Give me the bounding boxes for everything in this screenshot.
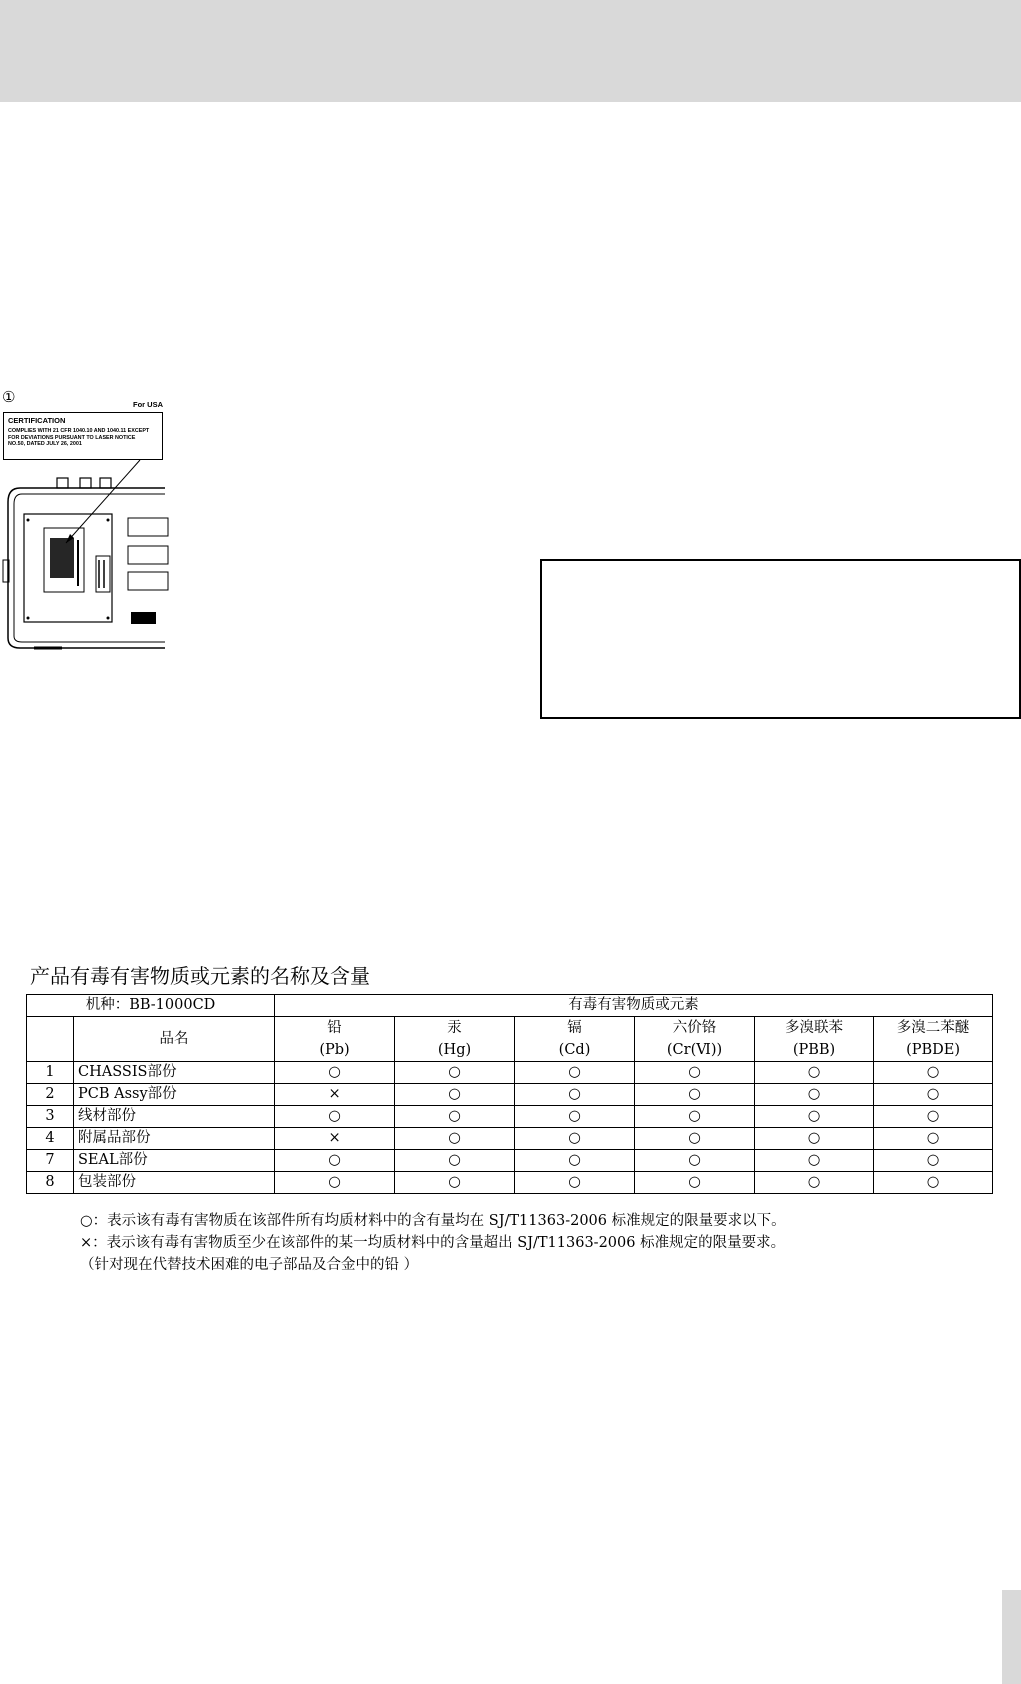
substance-symbol: (Pb) [319,1042,350,1058]
mark-cell: × [275,1128,395,1150]
mark-cell: ○ [395,1128,515,1150]
substance-header [635,1017,755,1062]
mark-cell: ○ [635,1172,755,1194]
row-number: 8 [27,1172,74,1194]
mark-cell: ○ [755,1150,874,1172]
mark-cell: ○ [635,1106,755,1128]
substance-header [515,1017,635,1062]
mark-cell: ○ [275,1106,395,1128]
part-name: PCB Assy部份 [74,1084,275,1106]
substance-header [395,1017,515,1062]
mark-cell: ○ [515,1128,635,1150]
part-name: 线材部份 [74,1106,275,1128]
substance-header [874,1017,993,1062]
mark-cell: ○ [755,1172,874,1194]
page-tab [1002,1590,1021,1684]
mark-cell: ○ [515,1084,635,1106]
mark-cell: ○ [874,1128,993,1150]
mark-cell: ○ [395,1084,515,1106]
substance-name: 铅 [327,1020,342,1036]
substance-symbol: (PBDE) [906,1042,961,1058]
mark-cell: ○ [755,1084,874,1106]
mark-cell: ○ [755,1106,874,1128]
mark-cell: ○ [275,1150,395,1172]
group-header: 有毒有害物质或元素 [275,995,993,1017]
mark-cell: ○ [395,1150,515,1172]
mark-cell: × [275,1084,395,1106]
blank-cell [27,1017,74,1062]
header-band [0,0,1021,102]
mark-cell: ○ [874,1172,993,1194]
table-row [27,1084,993,1106]
row-number: 3 [27,1106,74,1128]
figure-marker: ① [2,388,16,406]
mark-cell: ○ [874,1106,993,1128]
row-number: 2 [27,1084,74,1106]
mark-cell: ○ [515,1062,635,1084]
mark-cell: ○ [874,1084,993,1106]
certification-title: CERTIFICATION [8,416,66,425]
mark-cell: ○ [515,1172,635,1194]
rohs-title: 产品有毒有害物质或元素的名称及含量 [30,964,370,988]
part-name-header: 品名 [74,1017,275,1062]
table-row [27,1172,993,1194]
substance-name: 六价铬 [672,1020,717,1036]
region-label: For USA [133,400,163,409]
note-line: ○：表示该有毒有害物质在该部件所有均质材料中的含有量均在 SJ/T11363-2006 标准规定的限量要求以下。 [80,1213,786,1229]
certification-label [3,412,163,460]
certification-text: COMPLIES WITH 21 CFR 1040.10 AND 1040.11 EXCEPT FOR DEVIATIONS PURSUANT TO LASER NOTICE NO.50, DATED JULY 26, 2001 [8,428,150,448]
table-row [27,1128,993,1150]
mark-cell: ○ [395,1172,515,1194]
part-name: CHASSIS部份 [74,1062,275,1084]
mark-cell: ○ [395,1106,515,1128]
substance-symbol: (Cr(Ⅵ)) [666,1042,723,1058]
mark-cell: ○ [515,1106,635,1128]
mark-cell: ○ [635,1150,755,1172]
substance-name: 汞 [447,1020,462,1036]
mark-cell: ○ [515,1150,635,1172]
substance-name: 镉 [567,1020,582,1036]
part-name: SEAL部份 [74,1150,275,1172]
row-number: 1 [27,1062,74,1084]
substance-symbol: (Hg) [437,1042,472,1058]
empty-box [540,559,1021,719]
mark-cell: ○ [395,1062,515,1084]
mark-cell: ○ [635,1062,755,1084]
substance-symbol: (Cd) [558,1042,591,1058]
table-row [27,1106,993,1128]
table-row [27,1062,993,1084]
mark-cell: ○ [635,1128,755,1150]
substance-symbol: (PBB) [792,1042,836,1058]
mark-cell: ○ [275,1172,395,1194]
table-notes [80,1210,786,1276]
rohs-table [26,994,993,1194]
row-number: 7 [27,1150,74,1172]
mark-cell: ○ [874,1150,993,1172]
mark-cell: ○ [275,1062,395,1084]
substance-name: 多溴联苯 [785,1020,844,1036]
part-name: 包装部份 [74,1172,275,1194]
mark-cell: ○ [755,1062,874,1084]
certification-figure [0,390,170,660]
substance-header [755,1017,874,1062]
mark-cell: ○ [635,1084,755,1106]
mark-cell: ○ [874,1062,993,1084]
table-row [27,1150,993,1172]
mark-cell: ○ [755,1128,874,1150]
note-line: ×：表示该有毒有害物质至少在该部件的某一均质材料中的含量超出 SJ/T11363-2006 标准规定的限量要求。 [80,1235,786,1251]
row-number: 4 [27,1128,74,1150]
model-label: 机种：BB-1000CD [27,995,275,1017]
substance-header [275,1017,395,1062]
part-name: 附属品部份 [74,1128,275,1150]
note-line: （针对现在代替技术困难的电子部品及合金中的铅 ） [80,1257,419,1273]
substance-name: 多溴二苯醚 [896,1020,970,1036]
